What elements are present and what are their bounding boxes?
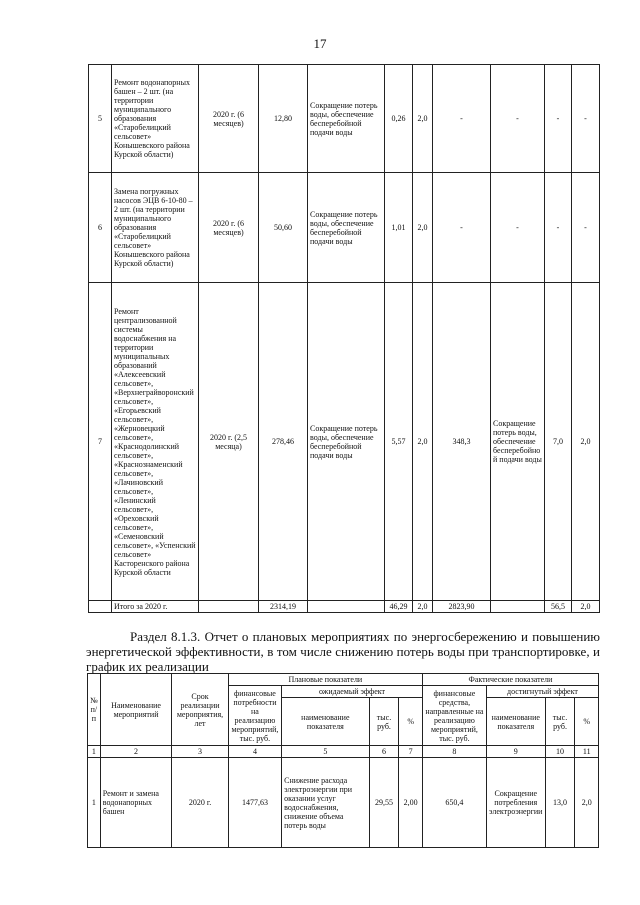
header-plan: Плановые показатели bbox=[228, 674, 422, 686]
actual-finance: - bbox=[433, 65, 491, 173]
actual-effect-value: - bbox=[545, 173, 572, 283]
table-row bbox=[89, 65, 600, 173]
header-fact-effect-value: тыс. руб. bbox=[545, 698, 575, 746]
effect-value: 0,26 bbox=[385, 65, 413, 173]
column-number: 11 bbox=[575, 746, 599, 758]
table-row bbox=[88, 758, 599, 848]
column-number: 10 bbox=[545, 746, 575, 758]
planned-finance: 1477,63 bbox=[228, 758, 281, 848]
header-num: № п/п bbox=[88, 674, 101, 746]
planned-finance: 12,80 bbox=[259, 65, 308, 173]
actual-effect-percent: - bbox=[572, 173, 600, 283]
header-fact-effect-name: наименование показателя bbox=[486, 698, 545, 746]
header-plan-finance: финансовые потребности на реализацию мероприятий, тыс. руб. bbox=[228, 686, 281, 746]
row-number: 1 bbox=[88, 758, 101, 848]
header-plan-effect-percent: % bbox=[399, 698, 423, 746]
actual-effect-name: Сокращение потребления электроэнергии bbox=[486, 758, 545, 848]
header-name: Наименование мероприятий bbox=[100, 674, 171, 746]
planned-finance: 50,60 bbox=[259, 173, 308, 283]
term: 2020 г. (2,5 месяца) bbox=[199, 283, 259, 601]
actual-finance: 348,3 bbox=[433, 283, 491, 601]
planned-finance: 278,46 bbox=[259, 283, 308, 601]
total-actual-finance: 2823,90 bbox=[433, 601, 491, 613]
actual-finance: 650,4 bbox=[422, 758, 486, 848]
effect-percent: 2,0 bbox=[413, 283, 433, 601]
actual-effect-name: Сокращение потерь воды, обеспечение бесперебойной подачи воды bbox=[491, 283, 545, 601]
measures-table-continued bbox=[88, 64, 600, 613]
actual-effect-name: - bbox=[491, 65, 545, 173]
expected-effect: Сокращение потерь воды, обеспечение бесперебойной подачи воды bbox=[308, 283, 385, 601]
measure-name: Ремонт централизованной системы водоснабжения на территории муниципальных образований «Алексеевский сельсовет», «Верхнеграйворонский сельсовет», «Егорьевский сельсовет», «Жерновецкий сельсовет», «Краснодолинский сельсовет», «Краснознаменский сельсовет», «Лачиновский сельсовет», «Ленинский сельсовет», «Ореховский сельсовет», «Семеновский сельсовет», «Успенский сельсовет» Касторенского района Курской области bbox=[112, 283, 199, 601]
expected-effect: Сокращение потерь воды, обеспечение бесперебойной подачи воды bbox=[308, 173, 385, 283]
actual-effect-value: 13,0 bbox=[545, 758, 575, 848]
measure-name: Ремонт водонапорных башен – 2 шт. (на территории муниципального образования «Старобелицкий сельсовет» Конышевского района Курской области) bbox=[112, 65, 199, 173]
header-fact: Фактические показатели bbox=[422, 674, 598, 686]
header-fact-effect: достигнутый эффект bbox=[486, 686, 598, 698]
column-number: 6 bbox=[369, 746, 399, 758]
total-planned-finance: 2314,19 bbox=[259, 601, 308, 613]
effect-percent: 2,00 bbox=[399, 758, 423, 848]
column-number-row bbox=[88, 746, 599, 758]
header-plan-effect: ожидаемый эффект bbox=[282, 686, 423, 698]
actual-effect-percent: 2,0 bbox=[575, 758, 599, 848]
measure-name: Замена погружных насосов ЭЦВ 6-10-80 – 2 шт. (на территории муниципального образования «Старобелицкий сельсовет» Конышевского района Курской области) bbox=[112, 173, 199, 283]
measure-name: Ремонт и замена водонапорных башен bbox=[100, 758, 171, 848]
total-label: Итого за 2020 г. bbox=[112, 601, 199, 613]
table-row bbox=[89, 173, 600, 283]
row-number: 6 bbox=[89, 173, 112, 283]
section-title: Раздел 8.1.3. Отчет о плановых мероприятиях по энергосбережению и повышению энергетической эффективности, в том числе снижению потерь воды при транспортировке, и график их реализации bbox=[86, 629, 600, 674]
effect-percent: 2,0 bbox=[413, 65, 433, 173]
actual-effect-percent: - bbox=[572, 65, 600, 173]
column-number: 8 bbox=[422, 746, 486, 758]
term: 2020 г. (6 месяцев) bbox=[199, 65, 259, 173]
energy-saving-table bbox=[87, 673, 599, 848]
column-number: 2 bbox=[100, 746, 171, 758]
expected-effect: Снижение расхода электроэнергии при оказании услуг водоснабжения, снижение объема потерь воды bbox=[282, 758, 369, 848]
header-term: Срок реализации мероприятия, лет bbox=[172, 674, 229, 746]
effect-percent: 2,0 bbox=[413, 173, 433, 283]
header-row bbox=[88, 674, 599, 686]
column-number: 1 bbox=[88, 746, 101, 758]
page-number: 17 bbox=[313, 36, 327, 51]
total-row bbox=[89, 601, 600, 613]
column-number: 9 bbox=[486, 746, 545, 758]
total-effect-percent: 2,0 bbox=[413, 601, 433, 613]
term: 2020 г. (6 месяцев) bbox=[199, 173, 259, 283]
total-actual-value: 56,5 bbox=[545, 601, 572, 613]
column-number: 3 bbox=[172, 746, 229, 758]
column-number: 7 bbox=[399, 746, 423, 758]
header-fact-effect-percent: % bbox=[575, 698, 599, 746]
actual-finance: - bbox=[433, 173, 491, 283]
effect-value: 5,57 bbox=[385, 283, 413, 601]
table-row bbox=[89, 283, 600, 601]
actual-effect-name: - bbox=[491, 173, 545, 283]
effect-value: 29,55 bbox=[369, 758, 399, 848]
actual-effect-value: 7,0 bbox=[545, 283, 572, 601]
header-plan-effect-name: наименование показателя bbox=[282, 698, 369, 746]
column-number: 5 bbox=[282, 746, 369, 758]
total-effect-value: 46,29 bbox=[385, 601, 413, 613]
actual-effect-percent: 2,0 bbox=[572, 283, 600, 601]
section-heading bbox=[86, 629, 600, 674]
row-number: 5 bbox=[89, 65, 112, 173]
row-number: 7 bbox=[89, 283, 112, 601]
actual-effect-value: - bbox=[545, 65, 572, 173]
term: 2020 г. bbox=[172, 758, 229, 848]
expected-effect: Сокращение потерь воды, обеспечение бесперебойной подачи воды bbox=[308, 65, 385, 173]
total-actual-percent: 2,0 bbox=[572, 601, 600, 613]
column-number: 4 bbox=[228, 746, 281, 758]
header-plan-effect-value: тыс. руб. bbox=[369, 698, 399, 746]
header-fact-finance: финансовые средства, направленные на реализацию мероприятий, тыс. руб. bbox=[422, 686, 486, 746]
effect-value: 1,01 bbox=[385, 173, 413, 283]
